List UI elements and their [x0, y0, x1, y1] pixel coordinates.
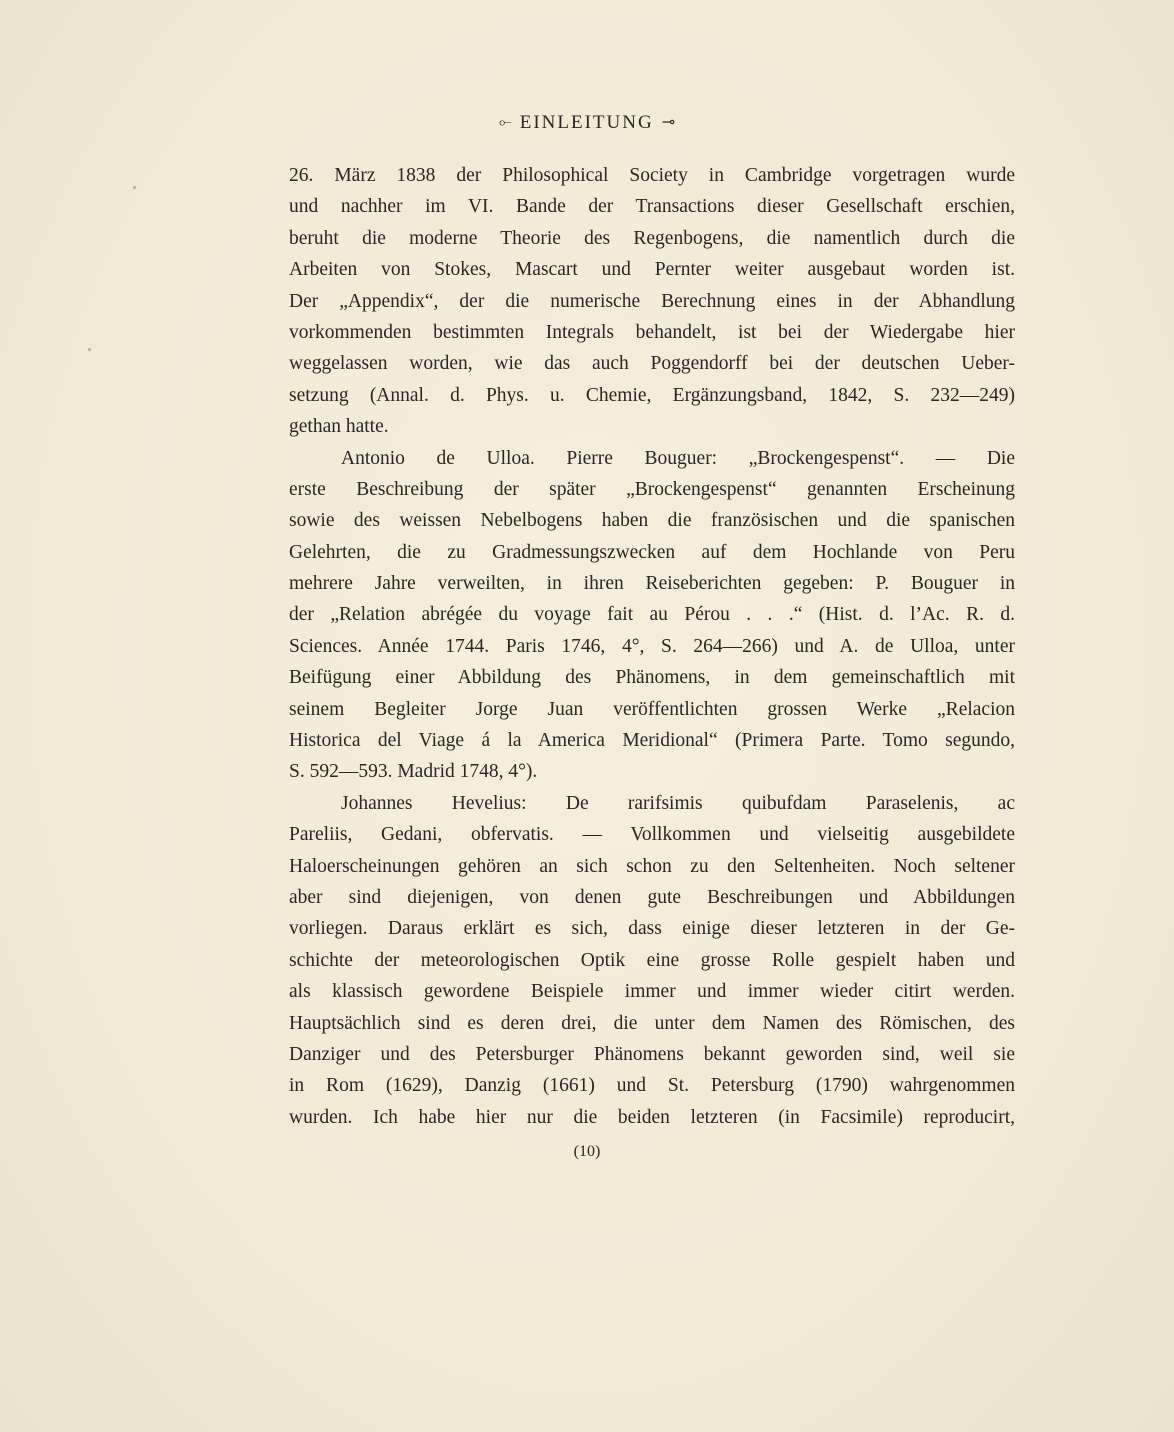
- text-line: erste Beschreibung der später „Brockengespenst“ genannten Erscheinung: [289, 478, 1015, 500]
- text-line: vorliegen. Daraus erklärt es sich, dass einige dieser letzteren in der Ge-: [289, 918, 1015, 940]
- ornament-left-icon: ⟜: [498, 114, 512, 131]
- text-line: 26. März 1838 der Philosophical Society in Cambridge vorgetragen wurde: [289, 165, 1015, 186]
- text-line: Historica del Viage á la America Meridional“ (Primera Parte. Tomo segundo,: [289, 730, 1015, 752]
- paper-speck: [88, 348, 91, 351]
- text-line: aber sind diejenigen, von denen gute Beschreibungen und Abbildungen: [289, 886, 1015, 908]
- text-line: Beifügung einer Abbildung des Phänomens, in dem gemeinschaftlich mit: [289, 667, 1015, 689]
- text-line: Haloerscheinungen gehören an sich schon zu den Seltenheiten. Noch seltener: [289, 855, 1015, 877]
- text-line: Johannes Hevelius: De rarifsimis quibufdam Paraselenis, ac: [341, 792, 1015, 814]
- body-text: [289, 160, 1015, 1133]
- header-title: EINLEITUNG: [519, 112, 654, 133]
- text-line: vorkommenden bestimmten Integrals behandelt, ist bei der Wiedergabe hier: [289, 321, 1015, 343]
- text-line: und nachher im VI. Bande der Transactions dieser Gesellschaft erschien,: [289, 196, 1015, 218]
- text-line: schichte der meteorologischen Optik eine grosse Rolle gespielt haben und: [289, 949, 1015, 971]
- text-line: als klassisch gewordene Beispiele immer und immer wieder citirt werden.: [289, 981, 1015, 1003]
- text-line: gethan hatte.: [289, 416, 389, 438]
- text-line: Pareliis, Gedani, obfervatis. — Vollkommen und vielseitig ausgebildete: [289, 824, 1015, 846]
- paper-speck: [133, 186, 136, 189]
- text-line: Gelehrten, die zu Gradmessungszwecken auf dem Hochlande von Peru: [289, 541, 1015, 563]
- text-line: in Rom (1629), Danzig (1661) und St. Petersburg (1790) wahrgenommen: [289, 1075, 1015, 1097]
- text-line: beruht die moderne Theorie des Regenbogens, die namentlich durch die: [289, 227, 1015, 249]
- text-line: wurden. Ich habe hier nur die beiden letzteren (in Facsimile) reproducirt,: [289, 1106, 1015, 1128]
- text-line: mehrere Jahre verweilten, in ihren Reiseberichten gegeben: P. Bouguer in: [289, 573, 1015, 595]
- text-line: setzung (Annal. d. Phys. u. Chemie, Ergänzungsband, 1842, S. 232—249): [289, 384, 1015, 406]
- running-header: [0, 112, 1174, 134]
- page-number: (10): [573, 1143, 601, 1160]
- text-line: Antonio de Ulloa. Pierre Bouguer: „Brockengespenst“. — Die: [341, 447, 1015, 469]
- ornament-right-icon: ⊸: [661, 114, 676, 131]
- text-line: Hauptsächlich sind es deren drei, die unter dem Namen des Römischen, des: [289, 1012, 1015, 1034]
- text-line: S. 592—593. Madrid 1748, 4°).: [289, 761, 538, 783]
- text-line: Arbeiten von Stokes, Mascart und Pernter weiter ausgebaut worden ist.: [289, 259, 1015, 281]
- text-line: weggelassen worden, wie das auch Poggendorff bei der deutschen Ueber-: [289, 353, 1015, 375]
- text-line: seinem Begleiter Jorge Juan veröffentlichten grossen Werke „Relacion: [289, 698, 1015, 720]
- text-line: sowie des weissen Nebelbogens haben die französischen und die spanischen: [289, 510, 1015, 532]
- text-line: Danziger und des Petersburger Phänomens bekannt geworden sind, weil sie: [289, 1043, 1015, 1065]
- text-line: der „Relation abrégée du voyage fait au Pérou . . .“ (Hist. d. l’Ac. R. d.: [289, 604, 1015, 626]
- text-line: Der „Appendix“, der die numerische Berechnung eines in der Abhandlung: [289, 290, 1015, 312]
- text-line: Sciences. Année 1744. Paris 1746, 4°, S. 264—266) und A. de Ulloa, unter: [289, 635, 1015, 657]
